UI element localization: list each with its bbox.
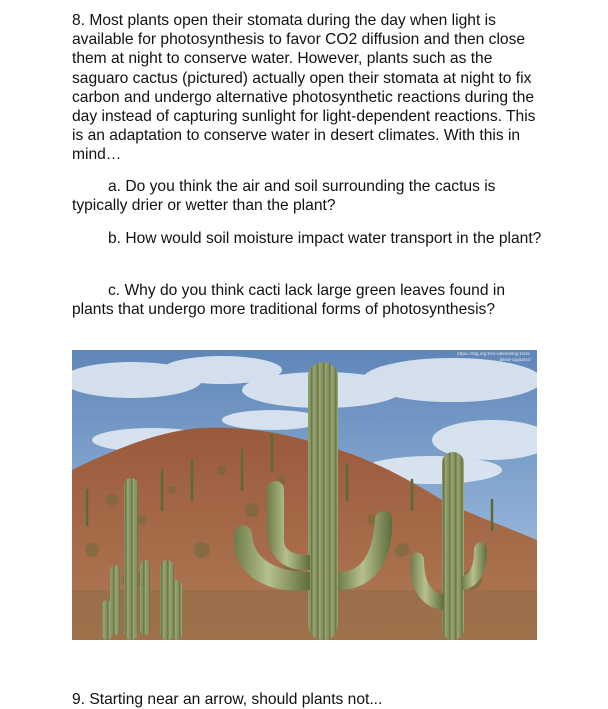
question-8-part-a: a. Do you think the air and soil surrounding the cactus is typically drier or wetter than the plant?: [72, 178, 496, 215]
photo-source-line-2: about-saguaros/: [499, 358, 531, 363]
question-8-part-c: c. Why do you think cacti lack large green leaves found in plants that undergo more traditional forms of photosynthesis?: [72, 282, 505, 319]
saguaro-scene-illustration: [72, 350, 537, 640]
question-8-intro: 8. Most plants open their stomata during the day when light is available for photosynthesis to favor CO2 diffusion and then close them at night to conserve water. However, plants such as the saguaro cactus (pictured) actually open their stomata at night to fix carbon and undergo alternative photosynthetic reactions during the day instead of capturing sunlight for light-dependent reactions. This is an adaptation to conserve water in desert climates. With this in mind…: [72, 12, 536, 164]
question-8-part-b: b. How would soil moisture impact water transport in the plant?: [108, 230, 542, 247]
saguaro-cactus-photo: [72, 350, 537, 640]
photo-source-line-1: https://dbg.org/five-interesting-facts-: [457, 352, 531, 357]
next-question-fragment: 9. Starting near an arrow, should plants not...: [72, 691, 383, 708]
photo-source-url: [435, 352, 531, 364]
